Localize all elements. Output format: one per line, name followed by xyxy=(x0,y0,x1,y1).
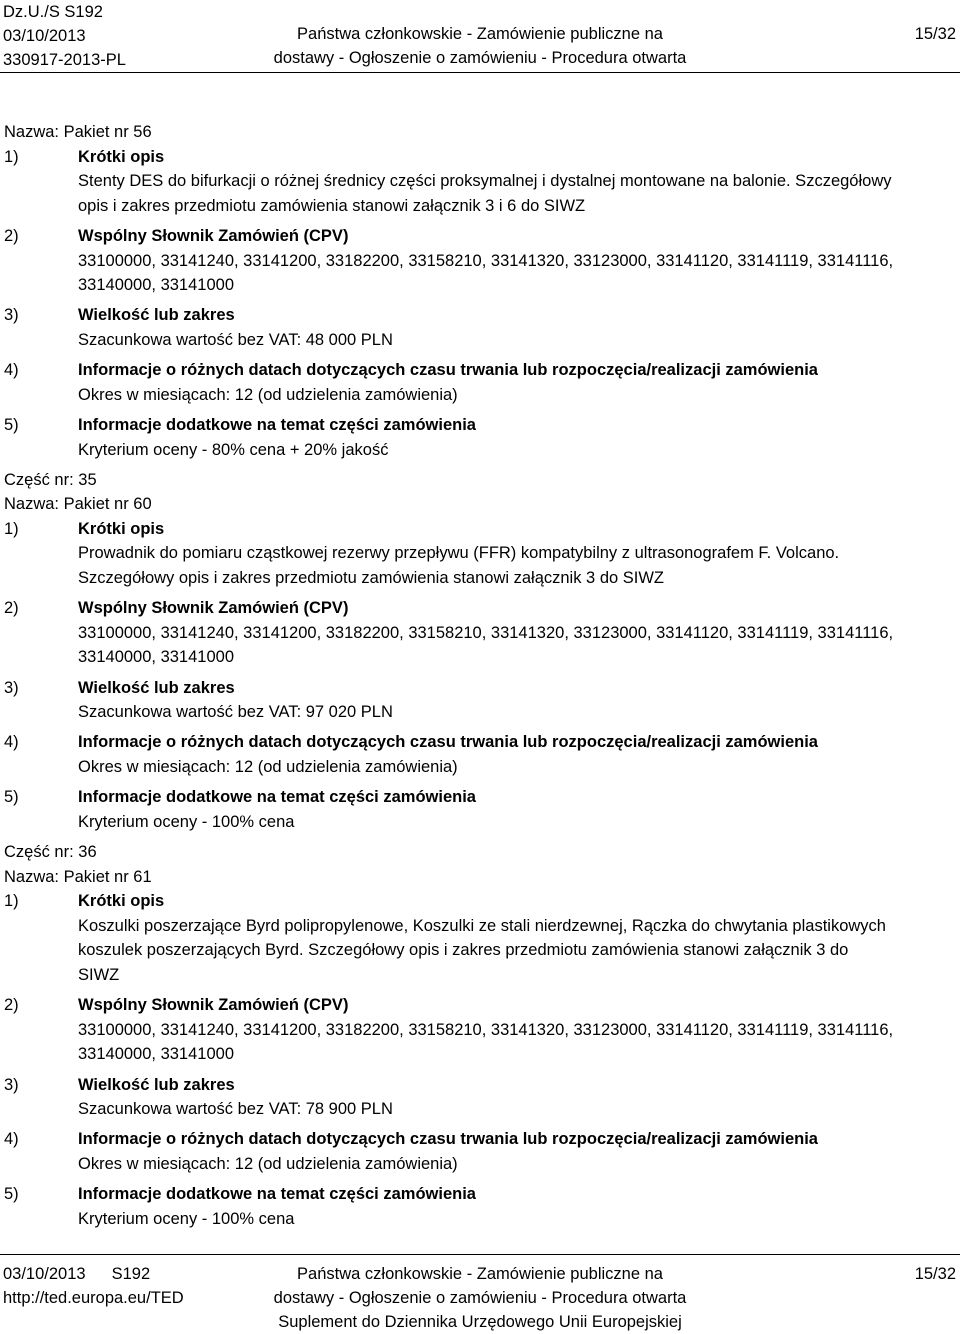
section-title: Wielkość lub zakres xyxy=(78,678,235,697)
section-short-description xyxy=(4,889,956,914)
lot-part-number: Część nr: 36 xyxy=(4,842,97,861)
lot-section xyxy=(4,468,956,835)
duration: Okres w miesiącach: 12 (od udzielenia zamówienia) xyxy=(78,758,458,776)
footer-title xyxy=(0,1262,960,1334)
lot-description-line: Stenty DES do bifurkacji o różnej średnicy części proksymalnej i dystalnej montowane na balonie. Szczegółowy xyxy=(78,172,892,191)
section-number: 3) xyxy=(4,678,19,697)
section-number: 2) xyxy=(4,599,19,618)
estimated-value: Szacunkowa wartość bez VAT: 48 000 PLN xyxy=(78,330,393,349)
award-criteria: Kryterium oceny - 80% cena + 20% jakość xyxy=(78,440,389,459)
section-additional-info xyxy=(4,785,956,810)
section-title: Wielkość lub zakres xyxy=(78,306,235,325)
header-doc-id: Dz.U./S S192 xyxy=(3,3,103,21)
section-title: Informacje o różnych datach dotyczących czasu trwania lub rozpoczęcia/realizacji zamówienia xyxy=(78,1130,818,1149)
page-header xyxy=(0,0,960,70)
section-number: 4) xyxy=(4,361,19,380)
section-additional-info xyxy=(4,1182,956,1207)
estimated-value: Szacunkowa wartość bez VAT: 97 020 PLN xyxy=(78,703,393,722)
lot-description-line: Koszulki poszerzające Byrd polipropylenowe, Koszulki ze stali nierdzewnej, Rączka do chwytania plastikowych xyxy=(78,916,886,935)
section-title: Krótki opis xyxy=(78,892,165,911)
header-divider xyxy=(0,72,960,73)
lot-description-line: opis i zakres przedmiotu zamówienia stanowi załącznik 3 i 6 do SIWZ xyxy=(78,196,586,215)
lot-section xyxy=(4,840,956,1231)
cpv-codes-line: 33140000, 33141000 xyxy=(78,648,234,667)
section-title: Informacje o różnych datach dotyczących czasu trwania lub rozpoczęcia/realizacji zamówienia xyxy=(78,733,818,752)
section-title: Informacje dodatkowe na temat części zamówienia xyxy=(78,415,476,434)
section-title: Krótki opis xyxy=(78,519,165,538)
section-dates xyxy=(4,358,956,383)
section-number: 1) xyxy=(4,519,19,538)
section-cpv xyxy=(4,596,956,621)
header-title-line1: Państwa członkowskie - Zamówienie publiczne na xyxy=(297,25,663,43)
section-number: 2) xyxy=(4,996,19,1015)
section-additional-info xyxy=(4,413,956,438)
section-number: 5) xyxy=(4,415,19,434)
lot-part-number: Część nr: 35 xyxy=(4,470,97,489)
footer-issue: S192 xyxy=(111,1265,151,1283)
section-title: Wspólny Słownik Zamówień (CPV) xyxy=(78,996,349,1015)
duration: Okres w miesiącach: 12 (od udzielenia zamówienia) xyxy=(78,385,458,404)
section-cpv xyxy=(4,224,956,249)
section-title: Informacje o różnych datach dotyczących czasu trwania lub rozpoczęcia/realizacji zamówienia xyxy=(78,361,818,380)
section-number: 5) xyxy=(4,788,19,807)
section-number: 1) xyxy=(4,892,19,911)
lot-name: Nazwa: Pakiet nr 56 xyxy=(4,123,152,141)
section-quantity xyxy=(4,303,956,328)
cpv-codes-line: 33100000, 33141240, 33141200, 33182200, 33158210, 33141320, 33123000, 33141120, 33141119, 33141116, xyxy=(78,623,894,642)
section-dates xyxy=(4,1127,956,1152)
section-number: 3) xyxy=(4,1075,19,1094)
section-number: 3) xyxy=(4,306,19,325)
section-title: Informacje dodatkowe na temat części zamówienia xyxy=(78,1185,476,1204)
section-title: Wielkość lub zakres xyxy=(78,1075,235,1094)
duration: Okres w miesiącach: 12 (od udzielenia zamówienia) xyxy=(78,1154,458,1173)
section-short-description xyxy=(4,145,956,170)
section-cpv xyxy=(4,993,956,1018)
cpv-codes-line: 33100000, 33141240, 33141200, 33182200, 33158210, 33141320, 33123000, 33141120, 33141119, 33141116, xyxy=(78,251,894,270)
header-page-number: 15/32 xyxy=(914,25,956,43)
section-number: 1) xyxy=(4,147,19,166)
lot-description-line: koszulek poszerzających Byrd. Szczegółowy opis i zakres przedmiotu zamówienia stanowi załącznik 3 do xyxy=(78,941,849,960)
section-title: Wspólny Słownik Zamówień (CPV) xyxy=(78,226,349,245)
footer-divider xyxy=(0,1254,960,1255)
lot-section xyxy=(4,120,956,462)
header-notice-no: 330917-2013-PL xyxy=(3,51,126,69)
award-criteria: Kryterium oceny - 100% cena xyxy=(78,812,295,831)
lot-description-line: Prowadnik do pomiaru cząstkowej rezerwy przepływu (FFR) kompatybilny z ultrasonografem F. Volcano. xyxy=(78,544,840,563)
award-criteria: Kryterium oceny - 100% cena xyxy=(78,1209,295,1228)
section-title: Wspólny Słownik Zamówień (CPV) xyxy=(78,599,349,618)
section-number: 5) xyxy=(4,1185,19,1204)
document-body xyxy=(4,120,956,1231)
page-footer xyxy=(0,1262,960,1334)
header-title-line2: dostawy - Ogłoszenie o zamówieniu - Procedura otwarta xyxy=(273,49,687,67)
section-title: Informacje dodatkowe na temat części zamówienia xyxy=(78,788,476,807)
footer-title-line1: Państwa członkowskie - Zamówienie publiczne na xyxy=(297,1265,663,1283)
lot-description-line: SIWZ xyxy=(78,965,120,984)
lot-name: Nazwa: Pakiet nr 60 xyxy=(4,495,152,514)
cpv-codes-line: 33100000, 33141240, 33141200, 33182200, 33158210, 33141320, 33123000, 33141120, 33141119, 33141116, xyxy=(78,1020,894,1039)
footer-title-line3: Suplement do Dziennika Urzędowego Unii Europejskiej xyxy=(278,1313,682,1331)
section-dates xyxy=(4,730,956,755)
estimated-value: Szacunkowa wartość bez VAT: 78 900 PLN xyxy=(78,1100,393,1119)
cpv-codes-line: 33140000, 33141000 xyxy=(78,1045,234,1064)
section-number: 4) xyxy=(4,1130,19,1149)
section-short-description xyxy=(4,517,956,542)
lot-description-line: Szczegółowy opis i zakres przedmiotu zamówienia stanowi załącznik 3 do SIWZ xyxy=(78,569,664,588)
header-title xyxy=(0,22,960,70)
section-quantity xyxy=(4,1073,956,1098)
footer-date: 03/10/2013 xyxy=(3,1265,86,1283)
lot-name: Nazwa: Pakiet nr 61 xyxy=(4,867,152,886)
section-quantity xyxy=(4,676,956,701)
cpv-codes-line: 33140000, 33141000 xyxy=(78,276,234,295)
section-number: 4) xyxy=(4,733,19,752)
section-number: 2) xyxy=(4,226,19,245)
section-title: Krótki opis xyxy=(78,147,165,166)
footer-url[interactable]: http://ted.europa.eu/TED xyxy=(3,1289,184,1307)
footer-page-number: 15/32 xyxy=(914,1265,956,1283)
header-date: 03/10/2013 xyxy=(3,27,86,45)
footer-title-line2: dostawy - Ogłoszenie o zamówieniu - Procedura otwarta xyxy=(273,1289,687,1307)
